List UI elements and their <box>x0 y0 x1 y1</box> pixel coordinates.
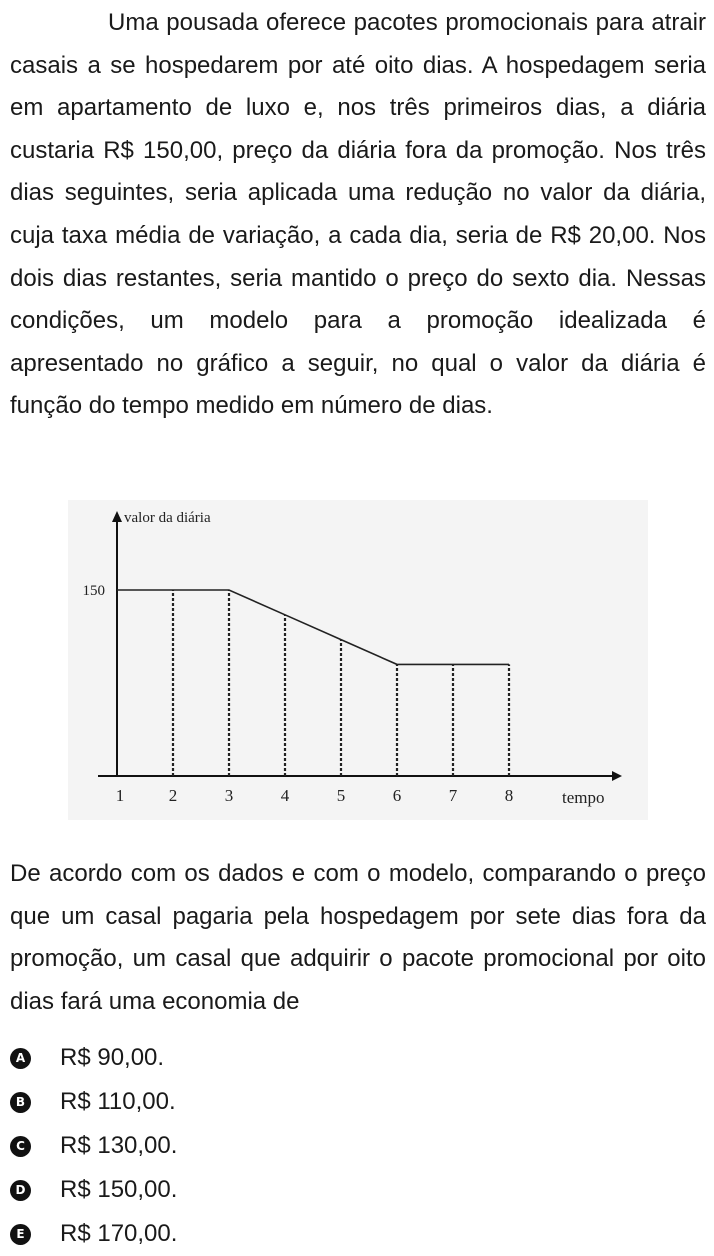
chart-marks <box>83 583 514 805</box>
option-e-badge: E <box>10 1224 31 1245</box>
y-axis-label: valor da diária <box>124 510 211 526</box>
x-tick-label-6: 6 <box>392 786 402 805</box>
option-e-text: R$ 170,00. <box>60 1220 178 1247</box>
y-axis-arrow <box>112 511 122 522</box>
price-chart-svg <box>68 500 648 820</box>
x-tick-label-2: 2 <box>168 786 178 805</box>
price-chart <box>68 500 648 820</box>
x-tick-label-7: 7 <box>448 786 458 805</box>
answer-options <box>10 1036 700 1256</box>
option-b-badge: B <box>10 1092 31 1113</box>
question-paragraph-2: De acordo com os dados e com o modelo, comparando o preço que um casal pagaria pela hospedagem por sete dias fora da promoção, um casal que adquirir o pacote promocional por oito dias fará uma economia de <box>10 860 706 1015</box>
option-b-text: R$ 110,00. <box>60 1088 176 1115</box>
option-b[interactable] <box>10 1080 700 1124</box>
x-tick-label-5: 5 <box>336 786 346 805</box>
x-tick-label-4: 4 <box>280 786 290 805</box>
option-c-text: R$ 130,00. <box>60 1132 178 1159</box>
question-paragraph-1: Uma pousada oferece pacotes promocionais para atrair casais a se hospedarem por até oito dias. A hospedagem seria em apartamento de luxo e, nos três primeiros dias, a diária custaria R$ 150,00, preço da diária fora da promoção. Nos três dias seguintes, seria aplicada uma redução no valor da diária, cuja taxa média de variação, a cada dia, seria de R$ 20,00. Nos dois dias restantes, seria mantido o preço do sexto dia. Nessas condições, um modelo para a promoção idealizada é apresentado no gráfico a seguir, no qual o valor da diária é função do tempo medido em número de dias. <box>10 9 706 420</box>
option-d-badge: D <box>10 1180 31 1201</box>
x-axis-arrow <box>612 771 622 781</box>
option-a[interactable] <box>10 1036 700 1080</box>
option-d-text: R$ 150,00. <box>60 1176 178 1203</box>
option-a-text: R$ 90,00. <box>60 1044 165 1071</box>
option-c-badge: C <box>10 1136 31 1157</box>
y-tick-label-150: 150 <box>82 583 105 599</box>
x-tick-label-1: 1 <box>115 786 125 805</box>
option-c[interactable] <box>10 1124 700 1168</box>
series-line <box>117 590 509 664</box>
x-axis-label: tempo <box>562 788 605 807</box>
x-tick-label-8: 8 <box>504 786 514 805</box>
option-d[interactable] <box>10 1168 700 1212</box>
option-a-badge: A <box>10 1048 31 1069</box>
x-tick-label-3: 3 <box>224 786 234 805</box>
option-e[interactable] <box>10 1212 700 1256</box>
